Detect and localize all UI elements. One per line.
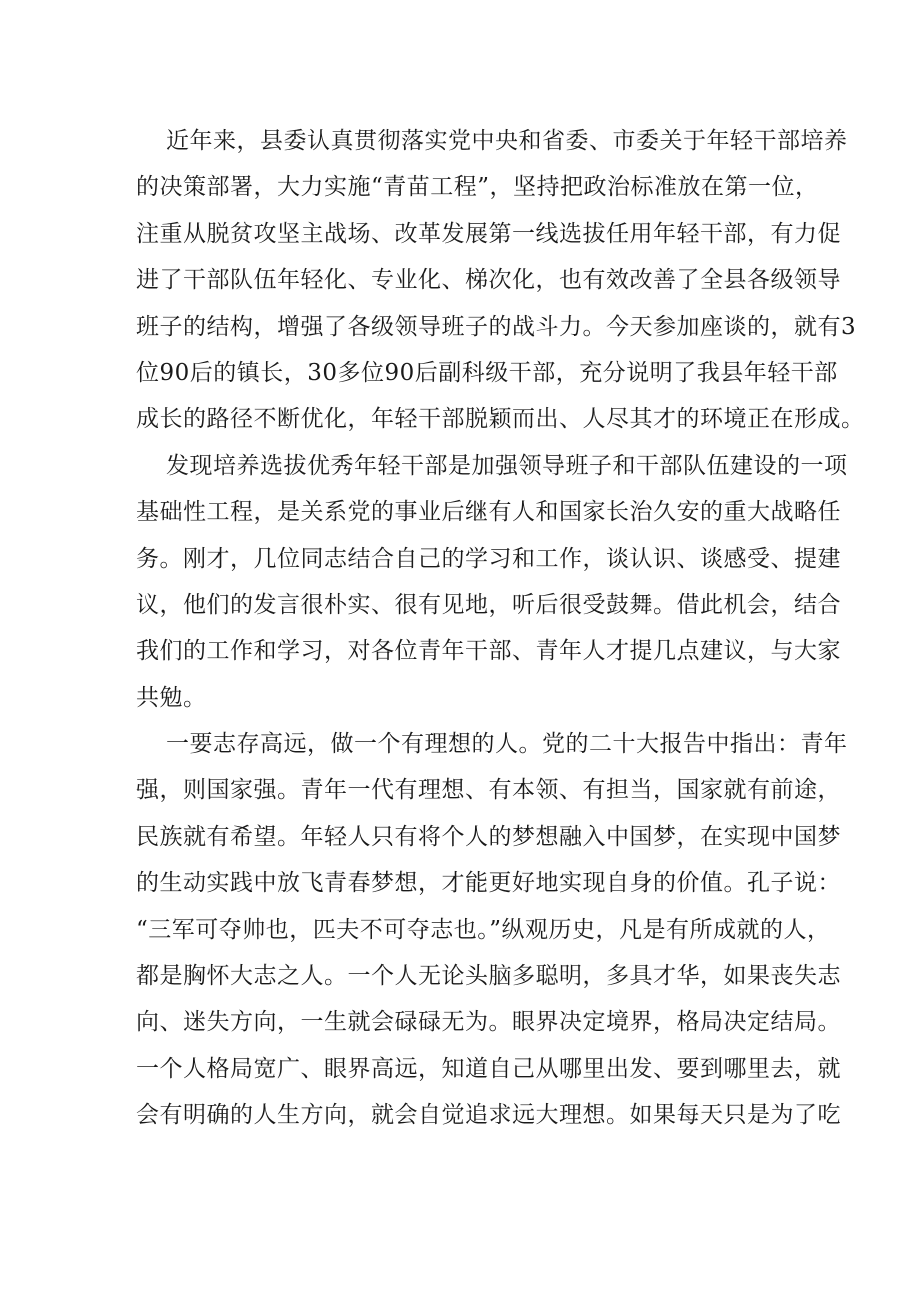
paragraph-3-line-5: “三军可夺帅也，匹夫不可夺志也。”纵观历史，凡是有所成就的人， <box>136 916 831 943</box>
paragraph-3-line-6: 都是胸怀大志之人。一个人无论头脑多聪明，多具才华，如果丧失志 <box>136 963 841 990</box>
paragraph-1-line-3: 注重从脱贫攻坚主战场、改革发展第一线选拔任用年轻干部，有力促 <box>136 220 841 247</box>
paragraph-3-line-4: 的生动实践中放飞青春梦想，才能更好地实现自身的价值。孔子说： <box>136 870 841 897</box>
paragraph-1-line-6: 位90后的镇长，30多位90后副科级干部，充分说明了我县年轻干部 <box>136 359 838 386</box>
paragraph-3-line-1: 一要志存高远，做一个有理想的人。党的二十大报告中指出：青年 <box>166 731 848 758</box>
paragraph-2-line-1: 发现培养选拔优秀年轻干部是加强领导班子和干部队伍建设的一项 <box>166 452 848 479</box>
paragraph-3-line-3: 民族就有希望。年轻人只有将个人的梦想融入中国梦，在实现中国梦 <box>136 823 841 850</box>
paragraph-1-line-5: 班子的结构，增强了各级领导班子的战斗力。今天参加座谈的，就有3 <box>136 313 857 340</box>
paragraph-2-line-6: 共勉。 <box>136 684 207 711</box>
paragraph-3-line-8: 一个人格局宽广、眼界高远，知道自己从哪里出发、要到哪里去，就 <box>136 1055 841 1082</box>
paragraph-3-line-9: 会有明确的人生方向，就会自觉追求远大理想。如果每天只是为了吃 <box>136 1102 841 1129</box>
paragraph-3-line-2: 强，则国家强。青年一代有理想、有本领、有担当，国家就有前途， <box>136 777 841 804</box>
paragraph-2-line-5: 我们的工作和学习，对各位青年干部、青年人才提几点建议，与大家 <box>136 638 841 665</box>
paragraph-2-line-4: 议，他们的发言很朴实、很有见地，听后很受鼓舞。借此机会，结合 <box>136 591 841 618</box>
paragraph-3-line-7: 向、迷失方向，一生就会碌碌无为。眼界决定境界，格局决定结局。 <box>136 1009 841 1036</box>
paragraph-1-line-1: 近年来，县委认真贯彻落实党中央和省委、市委关于年轻干部培养 <box>166 128 848 154</box>
paragraph-2-line-3: 务。刚才，几位同志结合自己的学习和工作，谈认识、谈感受、提建 <box>136 545 841 572</box>
document-body <box>136 118 865 1139</box>
paragraph-1-line-4: 进了干部队伍年轻化、专业化、梯次化，也有效改善了全县各级领导 <box>136 267 841 294</box>
paragraph-2-line-2: 基础性工程，是关系党的事业后继有人和国家长治久安的重大战略任 <box>136 499 841 526</box>
paragraph-1-line-2: 的决策部署，大力实施“青苗工程”，坚持把政治标准放在第一位， <box>136 174 819 201</box>
paragraph-1-line-7: 成长的路径不断优化，年轻干部脱颖而出、人尽其才的环境正在形成。 <box>136 406 865 433</box>
